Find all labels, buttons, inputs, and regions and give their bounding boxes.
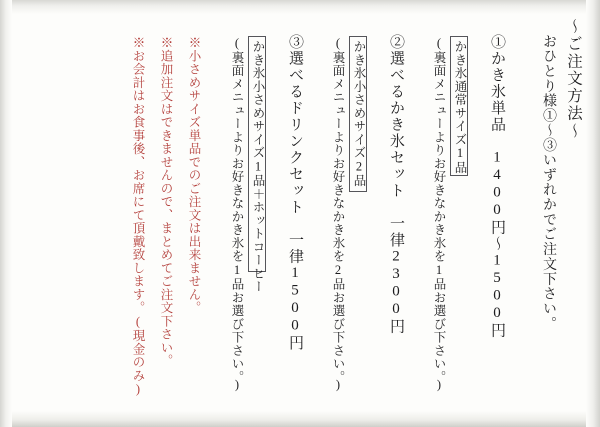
item-1-heading: ①かき氷単品 1400円〜1500円 <box>489 34 505 339</box>
note-3: ※お会計はお食事後、お席にて頂戴致します。(現金のみ) <box>131 36 145 397</box>
document-title: 〜ご注文方法〜 <box>565 18 582 140</box>
item-3-sub-size: かき氷小さめサイズ1品＋ホットコーヒー <box>248 36 266 272</box>
note-2: ※追加注文はできませんので、まとめてご注文下さい。 <box>159 36 173 368</box>
item-3-sub-note: (裏面メニューよりお好きなかき氷を1品お選び下さい。) <box>230 36 244 392</box>
item-2-sub-note: (裏面メニューよりお好きなかき氷を2品お選び下さい。) <box>331 36 345 392</box>
item-2-heading: ②選べるかき氷セット 一律2300円 <box>388 34 404 335</box>
item-3-heading: ③選べるドリンクセット 一律1500円 <box>287 34 303 352</box>
note-1: ※小さめサイズ単品でのご注文は出来ません。 <box>187 36 201 315</box>
lead-instruction: おひとり様①〜③いずれかでご注文下さい。 <box>541 34 556 331</box>
item-1-sub-note: (裏面メニューよりお好きなかき氷を1品お選び下さい。) <box>432 36 446 392</box>
item-2-sub-size: かき氷小さめサイズ2品 <box>349 36 367 192</box>
item-1-sub-size: かき氷通常サイズ1品 <box>450 36 468 176</box>
